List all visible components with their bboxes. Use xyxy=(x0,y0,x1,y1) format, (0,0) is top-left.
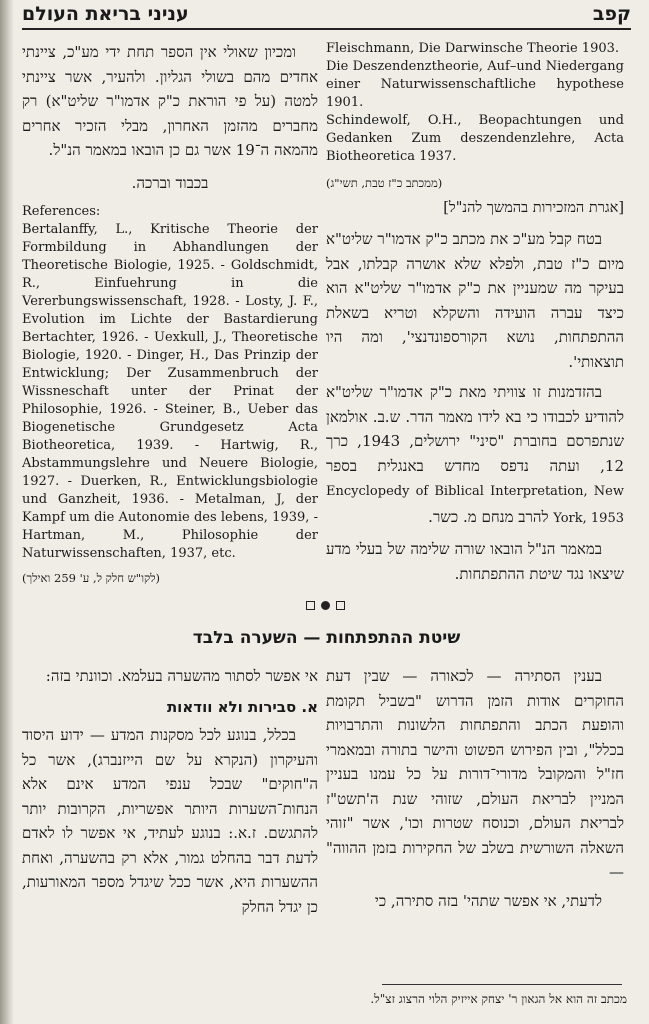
paragraph: בטח קבל מע"כ את מכתב כ"ק אדמו"ר שליט"א מיום כ"ז טבת, ולפלא שלא אושרה קבלתו, אבל בעיקר מה שמעניין את כ"ק אדמו"ר שליט"א הוא כיצד עברה הועידה והשקלא וטריא בשאלת ההתפתחות, נושא הקורספונדנצי', ומה היו תוצאותי'. xyxy=(326,230,624,371)
reference-item: Die Deszendenztheorie, Auf–und Niedergang einer Naturwissenschaftliche hypothese 1901. xyxy=(326,59,624,110)
page-header xyxy=(22,2,631,30)
section-separator xyxy=(290,598,360,612)
references-heading: References: xyxy=(22,204,101,219)
footnote: מכתב זה הוא אל הגאון ר' יצחק אייזיק הלוי הרצוג זצ"ל. xyxy=(370,992,627,1006)
paragraph xyxy=(326,380,624,531)
paragraph: במאמר הנ"ל הובאו שורה שלימה של בעלי מדע שיצאו נגד שיטת ההתפתחות. xyxy=(326,540,624,583)
paragraph: בכלל, בנוגע לכל מסקנות המדע — ידוע היסוד והעיקרון (הנקרא על שם הייזנברג), אשר כל ה"חוקים" שבכל ענפי המדע אינם אלא הנחות־השערות היותר אפשריות, הקרובות יותר להתגשם. ז.א.: בנוגע לעתיד, אי אפשר לו לאדם לדעת דבר בהחלט גמור, אלא רק בהשערה, ואחת ההשערות היא, אשר ככל שיגדל מספר המאורעות, כן יגדל החלק xyxy=(22,726,318,916)
source-citation: (לקו"ש חלק ל, ע' 259 ואילך) xyxy=(22,571,161,585)
reference-list-top xyxy=(326,40,624,166)
paragraph: בענין הסתירה — לכאורה — שבין דעת החוקרים אודות הזמן הדרוש "בשביל תקומת והופעת הכתב והתפתחות הלשונות והתרבויות בכלל", ובין הפירוש הפשוט והישר בתורה ובמאמרי חז"ל והמקובל מדורי־דורות על כל עמנו בעניין המניין לבריאת העולם, שזוהי שנת ה'תשט"ז לבריאת העולם, וכנוסח שטרות וכו', אשר "זוהי השאלה השורשית בשלב של החקירות בזמן ההווה" — xyxy=(326,667,624,881)
references-text: Bertalanffy, L., Kritische Theorie der Formbildung in Abhandlungen der Theoretische Biologie, 1925. - Goldschmidt, R., Einfuehrung in die Vererbungswissenschaft, 1928. - Losty, J. F., Evolution im Lichte der Bastardierung Bertachter, 1926. - Uexkull, J., Theoretische Biologie, 1920. - Dinger, H., Das Prinzip der Entwicklung; Der Zusammenbruch der Wissneschaft unter der Prinat der Philosophie, 1926. - Steiner, B., Ueber das Biogenetische Grundgesetz Acta Biotheoretica, 1939. - Hartwig, R., Abstammungslehre und Neuere Biologie, 1927. - Duerken, R., Entwicklungsbiologie und Ganzheit, 1936. - Metalman, J, der Kampf um die Autonomie des lebens, 1939, - Hartman, M., Philosophie der Naturwissenschaften, 1937, etc. xyxy=(22,222,318,561)
bottom-right-column xyxy=(326,664,624,913)
top-right-column xyxy=(326,40,624,586)
paragraph: אי אפשר לסתור מהשערה בעלמא. וכוונתי בזה: xyxy=(45,667,318,685)
bottom-left-column xyxy=(22,664,318,919)
page-number: קפב xyxy=(592,3,631,25)
paragraph-text: בהזדמנות זו צוויתי מאת כ"ק אדמו"ר שליט"א להודיע לכבודו כי בא לידו מאמר הדר. ש.ב. אולמאן שנתפרסם בחוברת "סיני" ירושלים, 1943, כרך 12, ועתה נדפס מחדש באנגלית בספר xyxy=(326,383,624,475)
dot-ornament-icon xyxy=(321,601,330,610)
reference-item: Fleischmann, Die Darwinsche Theorie 1903. xyxy=(326,41,620,56)
paragraph: לדעתי, אי אפשר שתהי' בזה סתירה, כי xyxy=(374,891,602,910)
paragraph-text: להרב מנחם מ. כשר. xyxy=(428,507,549,526)
paragraph: ומכיון שאולי אין הספר תחת ידי מע"כ, ציינתי אחדים מהם בשולי הגליון. ולהעיר, אשר ציינתי למטה (על פי הוראת כ"ק אדמו"ר שליט"א) רק מחברים מהזמן האחרון, מבלי הזכיר אחרים מהמאה ה־19 אשר גם כן הובאו במאמר הנ"ל. xyxy=(22,43,318,159)
reference-list xyxy=(22,203,318,563)
letter-body xyxy=(326,227,624,586)
section-title: שיטת ההתפתחות — השערה בלבד xyxy=(192,628,461,648)
book-spine-shadow xyxy=(0,0,14,1024)
subheading: א. סבירות ולא וודאות xyxy=(166,697,318,716)
reference-item: Schindewolf, O.H., Beopachtungen und Gedanken Zum deszendenzlehre, Acta Biotheoretica 1937. xyxy=(326,113,624,164)
footnote-rule xyxy=(382,984,622,985)
letter-body xyxy=(22,40,318,163)
source-citation: (ממכתב כ"ז טבת, תשי"ג) xyxy=(326,176,443,190)
bracket-note: [אגרת המזכירות בהמשך להנ"ל] xyxy=(443,200,624,216)
square-ornament-icon xyxy=(306,601,315,610)
running-title: עניני בריאת העולם xyxy=(22,3,189,25)
book-title-latin: Encyclopedy of Biblical Interpretation, New York, 1953 xyxy=(326,484,624,526)
top-left-column xyxy=(22,40,318,585)
square-ornament-icon xyxy=(336,601,345,610)
closing-line: בכבוד וברכה. xyxy=(131,173,209,192)
